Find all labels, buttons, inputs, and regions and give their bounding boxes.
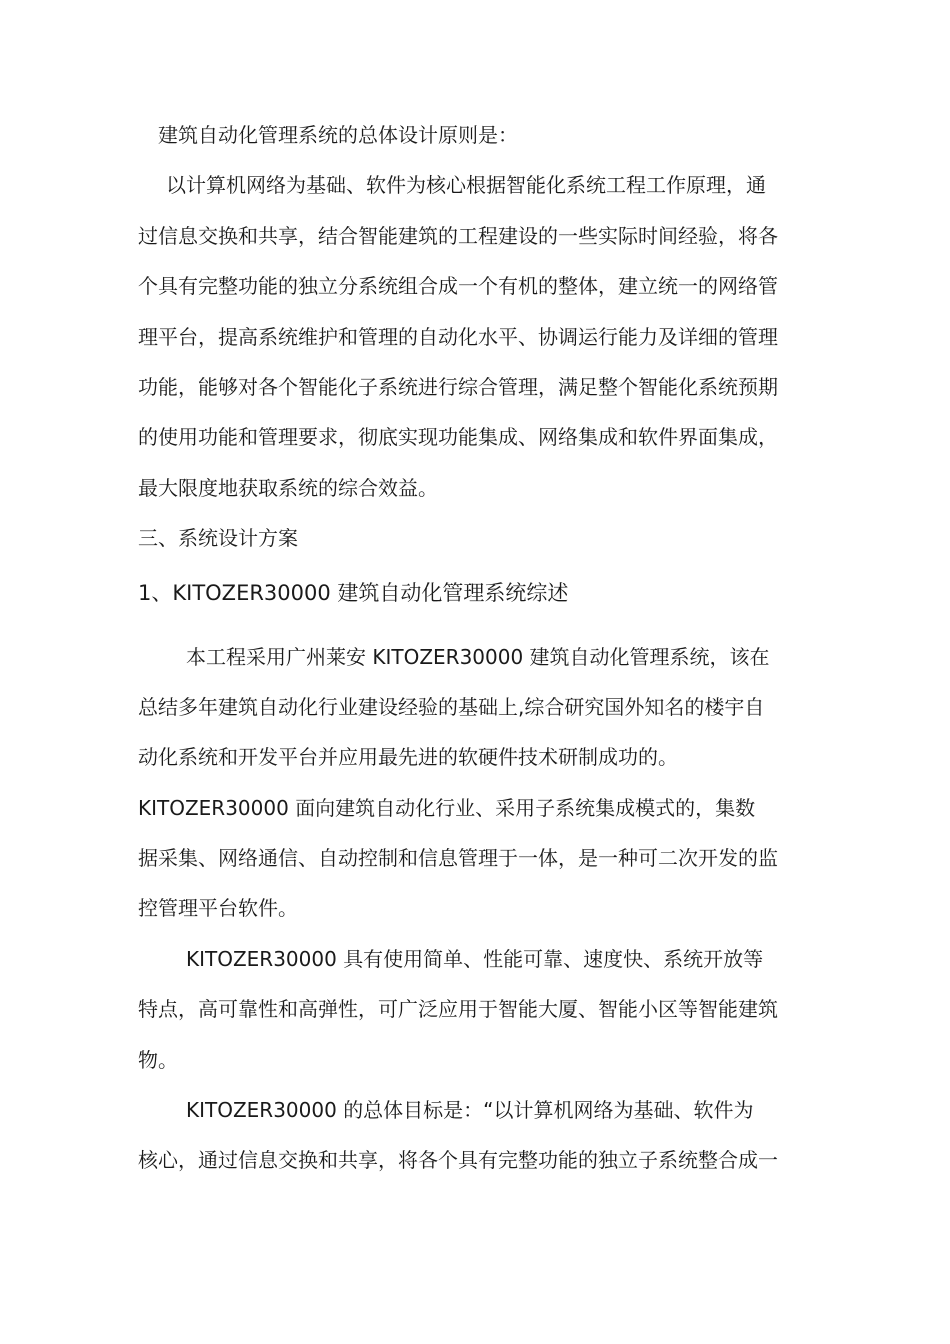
- paragraph-line: KITOZER30000 面向建筑自动化行业、采用子系统集成模式的，集数: [138, 795, 756, 820]
- paragraph-line: 物。: [138, 1047, 178, 1072]
- overview-paragraph-2: [138, 934, 820, 1085]
- section-three-title: 三、系统设计方案: [138, 526, 298, 551]
- principles-line: 功能，能够对各个智能化子系统进行综合管理，满足整个智能化系统预期: [138, 374, 778, 399]
- paragraph-line: 据采集、网络通信、自动控制和信息管理于一体，是一种可二次开发的监: [138, 846, 778, 871]
- principles-line: 以计算机网络为基础、软件为核心根据智能化系统工程工作原理，通: [166, 173, 766, 198]
- intro-heading: 建筑自动化管理系统的总体设计原则是：: [158, 123, 518, 147]
- principles-line: 最大限度地获取系统的综合效益。: [138, 475, 438, 500]
- document-page: [138, 110, 820, 1186]
- paragraph-line: 控管理平台软件。: [138, 896, 298, 921]
- overview-paragraph-1: [138, 632, 820, 934]
- principles-line: 过信息交换和共享，结合智能建筑的工程建设的一些实际时间经验，将各: [138, 223, 778, 248]
- paragraph-line: 核心，通过信息交换和共享，将各个具有完整功能的独立子系统整合成一: [138, 1148, 778, 1173]
- paragraph-line: KITOZER30000 的总体目标是：“以计算机网络为基础、软件为: [186, 1098, 754, 1123]
- principles-line: 的使用功能和管理要求，彻底实现功能集成、网络集成和软件界面集成，: [138, 425, 778, 450]
- principles-line: 理平台，提高系统维护和管理的自动化水平、协调运行能力及详细的管理: [138, 324, 778, 349]
- principles-paragraph: [138, 160, 820, 513]
- paragraph-line: KITOZER30000 具有使用简单、性能可靠、速度快、系统开放等: [186, 946, 764, 971]
- subsection-one-title: 1、KITOZER30000 建筑自动化管理系统综述: [138, 580, 569, 605]
- paragraph-line: 动化系统和开发平台并应用最先进的软硬件技术研制成功的。: [138, 745, 678, 770]
- principles-line: 个具有完整功能的独立分系统组合成一个有机的整体，建立统一的网络管: [138, 274, 778, 299]
- paragraph-line: 总结多年建筑自动化行业建设经验的基础上,综合研究国外知名的楼宇自: [138, 694, 765, 719]
- overview-paragraph-3: [138, 1085, 820, 1186]
- paragraph-line: 本工程采用广州莱安 KITOZER30000 建筑自动化管理系统，该在: [186, 644, 770, 669]
- paragraph-line: 特点，高可靠性和高弹性，可广泛应用于智能大厦、智能小区等智能建筑: [138, 997, 778, 1022]
